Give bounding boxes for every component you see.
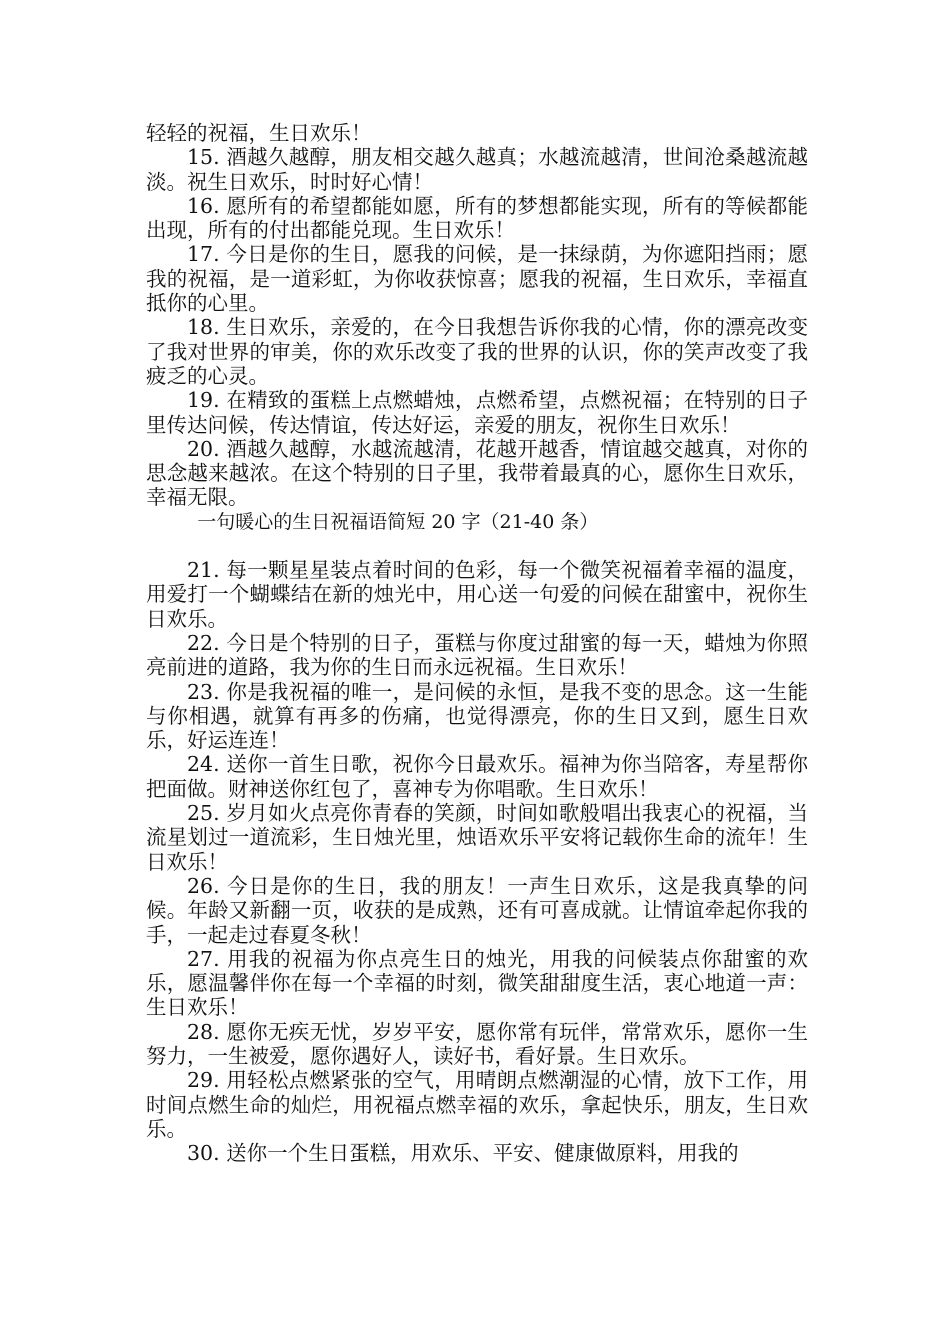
- list-item: 23. 你是我祝福的唯一，是问候的永恒，是我不变的思念。这一生能与你相遇，就算有再多的伤痛，也觉得漂亮，你的生日又到，愿生日欢乐，好运连连！: [146, 679, 808, 753]
- list-item: 30. 送你一个生日蛋糕，用欢乐、平安、健康做原料，用我的: [187, 1141, 739, 1166]
- list-item: 28. 愿你无疾无忧，岁岁平安，愿你常有玩伴，常常欢乐，愿你一生努力，一生被爱，愿你遇好人，读好书，看好景。生日欢乐。: [146, 1019, 808, 1068]
- list-item: 22. 今日是个特别的日子，蛋糕与你度过甜蜜的每一天，蜡烛为你照亮前进的道路，我为你的生日而永远祝福。生日欢乐！: [146, 630, 808, 680]
- list-item: 29. 用轻松点燃紧张的空气，用晴朗点燃潮湿的心情，放下工作，用时间点燃生命的灿烂，用祝福点燃幸福的欢乐，拿起快乐，朋友，生日欢乐。: [146, 1068, 808, 1141]
- document-body: [146, 121, 808, 1165]
- list-item: 27. 用我的祝福为你点亮生日的烛光，用我的问候装点你甜蜜的欢乐，愿温馨伴你在每一个幸福的时刻，微笑甜甜度生活，衷心地道一声：生日欢乐！: [146, 946, 808, 1020]
- list-item: 15. 酒越久越醇，朋友相交越久越真；水越流越清，世间沧桑越流越淡。祝生日欢乐，时时好心情！: [146, 145, 808, 194]
- list-item: 24. 送你一首生日歌，祝你今日最欢乐。福神为你当陪客，寿星帮你把面做。财神送你红包了，喜神专为你唱歌。生日欢乐！: [146, 752, 808, 801]
- section-spacer: [146, 534, 808, 558]
- list-item: 19. 在精致的蛋糕上点燃蜡烛，点燃希望，点燃祝福；在特别的日子里传达问候，传达情谊，传达好运，亲爱的朋友，祝你生日欢乐！: [146, 388, 808, 437]
- list-item: 21. 每一颗星星装点着时间的色彩，每一个微笑祝福着幸福的温度，用爱打一个蝴蝶结在新的烛光中，用心送一句爱的问候在甜蜜中，祝你生日欢乐。: [146, 558, 808, 631]
- lead-line: 轻轻的祝福，生日欢乐！: [146, 121, 372, 145]
- list-item: 18. 生日欢乐，亲爱的，在今日我想告诉你我的心情，你的漂亮改变了我对世界的审美，你的欢乐改变了我的世界的认识，你的笑声改变了我疲乏的心灵。: [146, 315, 808, 388]
- list-item: 25. 岁月如火点亮你青春的笑颜，时间如歌般唱出我衷心的祝福，当流星划过一道流彩，生日烛光里，烛语欢乐平安将记载你生命的流年！生日欢乐！: [146, 801, 808, 874]
- list-item: 17. 今日是你的生日，愿我的问候，是一抹绿荫，为你遮阳挡雨；愿我的祝福，是一道彩虹，为你收获惊喜；愿我的祝福，生日欢乐，幸福直抵你的心里。: [146, 242, 808, 316]
- list-item: 26. 今日是你的生日，我的朋友！一声生日欢乐，这是我真挚的问候。年龄又新翻一页，收获的是成熟，还有可喜成就。让情谊牵起你我的手，一起走过春夏冬秋！: [146, 873, 808, 947]
- list-item: 16. 愿所有的希望都能如愿，所有的梦想都能实现，所有的等候都能出现，所有的付出都能兑现。生日欢乐！: [146, 193, 808, 243]
- section-heading: 一句暖心的生日祝福语简短 20 字（21-40 条）: [197, 510, 599, 533]
- list-item: 20. 酒越久越醇，水越流越清，花越开越香，情谊越交越真，对你的思念越来越浓。在这个特别的日子里，我带着最真的心，愿你生日欢乐，幸福无限。: [146, 436, 808, 510]
